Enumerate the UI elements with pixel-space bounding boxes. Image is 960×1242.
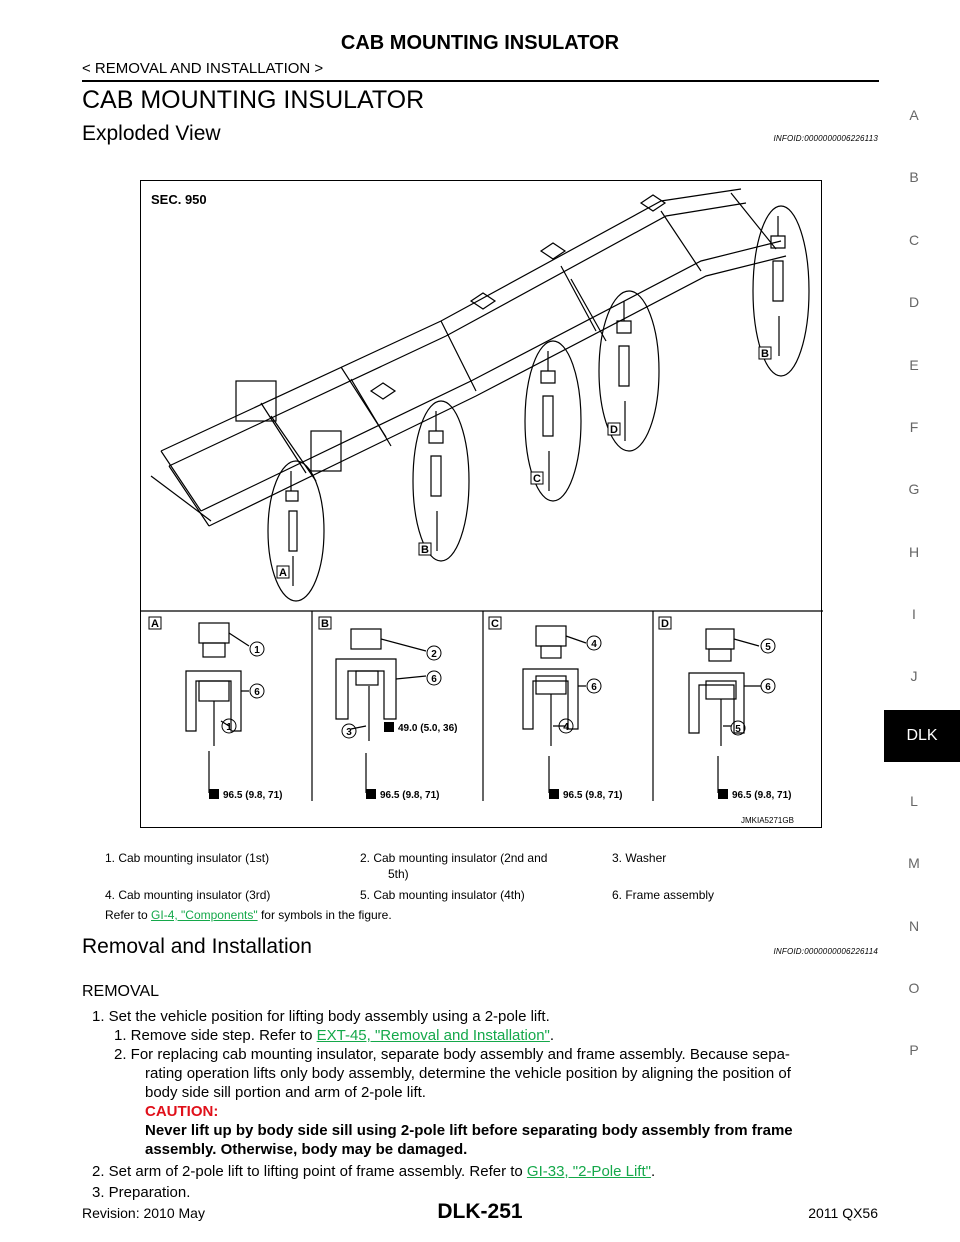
- torque-label-washer: 49.0 (5.0, 36): [398, 723, 458, 734]
- legend-refer-pre: Refer to: [105, 908, 152, 922]
- legend-item-5: 5. Cab mounting insulator (4th): [360, 888, 525, 902]
- callout-b-frame-rear: B: [761, 348, 769, 360]
- legend-item-6: 6. Frame assembly: [612, 888, 715, 902]
- side-tab-g[interactable]: G: [908, 481, 920, 497]
- removal-heading: Removal and Installation: [82, 935, 312, 958]
- caution-text-line-2: assembly. Otherwise, body may be damaged.: [145, 1141, 468, 1158]
- side-tab-j[interactable]: J: [910, 668, 918, 684]
- panel-label-b: B: [321, 618, 329, 630]
- callout-1-lower: 1: [226, 722, 232, 733]
- removal-info-id: INFOID:0000000006226114: [773, 947, 878, 956]
- step-1-1-text: 1. Remove side step. Refer to: [114, 1027, 317, 1044]
- side-tab-n[interactable]: N: [908, 918, 920, 934]
- torque-label-b: 96.5 (9.8, 71): [380, 790, 440, 801]
- frame-rail-right-inner: [209, 256, 786, 526]
- removal-step-1-1: [114, 1026, 914, 1045]
- torque-label-a: 96.5 (9.8, 71): [223, 790, 283, 801]
- running-header-title: CAB MOUNTING INSULATOR: [340, 32, 620, 54]
- callout-b-frame-front: B: [421, 544, 429, 556]
- callout-5-upper: 5: [765, 642, 771, 653]
- frame-rail-left-inner: [169, 203, 746, 466]
- link-gi-33-2-pole-lift[interactable]: GI-33, "2-Pole Lift": [526, 1163, 651, 1180]
- removal-subheading: REMOVAL: [82, 983, 160, 1000]
- callout-6-b: 6: [431, 674, 437, 685]
- callout-1-upper: 1: [254, 645, 260, 656]
- figure-id: JMKIA5271GB: [741, 816, 794, 825]
- legend-item-1: 1. Cab mounting insulator (1st): [105, 851, 270, 865]
- frame-rail-left-outer: [161, 189, 741, 451]
- side-tab-h[interactable]: H: [908, 544, 920, 560]
- side-tab-o[interactable]: O: [908, 980, 920, 996]
- legend-refer: [105, 908, 392, 922]
- panel-label-c: C: [491, 618, 499, 630]
- front-bumper-bar: [151, 476, 211, 521]
- exploded-view-figure: [140, 180, 822, 828]
- exploded-view-info-id: INFOID:0000000006226113: [773, 134, 878, 143]
- side-tab-b[interactable]: B: [909, 169, 919, 185]
- callout-2: 2: [431, 649, 437, 660]
- step-2-text: 2. Set arm of 2-pole lift to lifting point of frame assembly. Refer to: [92, 1163, 527, 1180]
- side-tab-f[interactable]: F: [909, 419, 919, 435]
- removal-step-1: 1. Set the vehicle position for lifting body assembly using a 2-pole lift.: [92, 1008, 550, 1025]
- legend-item-2-cont: 5th): [388, 867, 409, 881]
- removal-step-1-2-line-3: body side sill portion and arm of 2-pole lift.: [145, 1084, 426, 1101]
- link-ext-45[interactable]: EXT-45, "Removal and Installation": [316, 1027, 550, 1044]
- side-tab-i[interactable]: I: [912, 606, 916, 622]
- callout-3: 3: [346, 727, 352, 738]
- side-tab-e[interactable]: E: [909, 357, 919, 373]
- side-tab-l[interactable]: L: [910, 793, 918, 809]
- link-gi-4-components[interactable]: GI-4, "Components": [151, 908, 258, 922]
- sec-label: SEC. 950: [151, 192, 207, 207]
- removal-step-3: 3. Preparation.: [92, 1184, 191, 1201]
- legend-item-3: 3. Washer: [612, 851, 667, 865]
- callout-6-d: 6: [765, 682, 771, 693]
- callout-6-a: 6: [254, 687, 260, 698]
- callout-5-lower: 5: [735, 724, 741, 735]
- side-tab-m[interactable]: M: [908, 855, 920, 871]
- side-tab-p[interactable]: P: [909, 1042, 919, 1058]
- side-tab-a[interactable]: A: [909, 107, 919, 123]
- legend-item-4: 4. Cab mounting insulator (3rd): [105, 888, 271, 902]
- panel-label-a: A: [151, 618, 159, 630]
- callout-d-frame: D: [610, 424, 618, 436]
- side-tab-d[interactable]: D: [908, 294, 920, 310]
- callout-4-upper: 4: [591, 639, 597, 650]
- callout-4-lower: 4: [563, 722, 569, 733]
- caution-text-line-1: Never lift up by body side sill using 2-pole lift before separating body assembly from frame: [145, 1122, 793, 1139]
- torque-label-c: 96.5 (9.8, 71): [563, 790, 623, 801]
- header-divider: [82, 80, 879, 82]
- caution-label: CAUTION:: [145, 1103, 219, 1120]
- removal-step-2: [92, 1162, 892, 1181]
- footer-model: 2011 QX56: [808, 1205, 878, 1221]
- side-tab-c[interactable]: C: [908, 232, 920, 248]
- removal-step-1-2-line-2: rating operation lifts only body assembly, determine the vehicle position by aligning the position of: [145, 1065, 791, 1082]
- page-number: DLK-251: [437, 1200, 523, 1223]
- side-tab-dlk-active[interactable]: DLK: [884, 710, 960, 762]
- section-title: CAB MOUNTING INSULATOR: [82, 86, 425, 114]
- callout-c-frame: C: [533, 473, 541, 485]
- legend-item-2: 2. Cab mounting insulator (2nd and: [360, 851, 548, 865]
- removal-step-1-2-line-1: 2. For replacing cab mounting insulator, separate body assembly and frame assembly. Because sepa-: [114, 1046, 790, 1063]
- frame-rail-right-outer: [201, 241, 781, 511]
- callout-a-frame: A: [279, 567, 287, 579]
- torque-label-d: 96.5 (9.8, 71): [732, 790, 792, 801]
- legend-refer-post: for symbols in the figure.: [257, 908, 392, 922]
- step-2-post: .: [650, 1163, 656, 1180]
- exploded-view-heading: Exploded View: [82, 122, 221, 145]
- footer-revision: Revision: 2010 May: [82, 1205, 205, 1221]
- mount-ellipse-a: [268, 461, 324, 601]
- callout-6-c: 6: [591, 682, 597, 693]
- panel-label-d: D: [661, 618, 669, 630]
- step-1-1-post: .: [549, 1027, 555, 1044]
- running-header-subtitle: < REMOVAL AND INSTALLATION >: [82, 60, 324, 77]
- exploded-view-illustration: [141, 181, 823, 829]
